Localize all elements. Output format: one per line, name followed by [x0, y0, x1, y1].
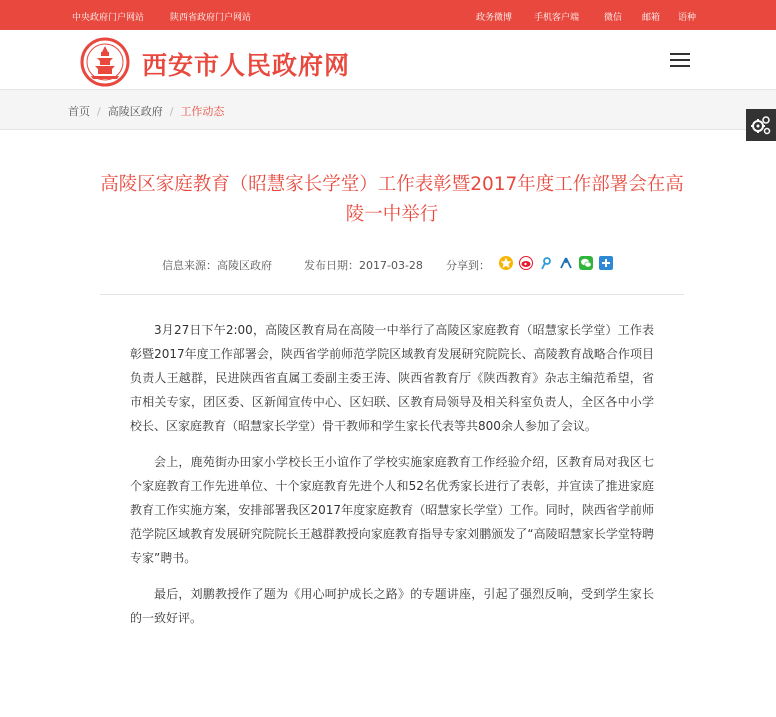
info-source: 信息来源：高陵区政府	[162, 259, 272, 272]
site-header	[0, 30, 776, 90]
more-share-icon[interactable]	[599, 256, 613, 270]
breadcrumb-level1[interactable]: 高陵区政府	[107, 105, 163, 118]
article-paragraph: 3月27日下午2:00，高陵区教育局在高陵一中举行了高陵区家庭教育（昭慧家长学堂）工作表彰暨2017年度工作部署会，陕西省学前师范学院区域教育发展研究院院长、高陵教育战略合作项目负责人王越群，民进陕西省直属工委副主委王涛、陕西省教育厅《陕西教育》杂志主编范希望，省市相关专家，团区委、区新闻宣传中心、区妇联、区教育局领导及相关科室负责人，全区各中小学校长、区家庭教育（昭慧家长学堂）骨干教师和学生家长代表等共800余人参加了会议。	[130, 323, 654, 433]
tencent-weibo-icon[interactable]	[539, 256, 553, 270]
article-paragraph: 最后，刘鹏教授作了题为《用心呵护成长之路》的专题讲座，引起了强烈反响，受到学生家长的一致好评。	[130, 587, 654, 625]
wechat-icon[interactable]	[579, 256, 593, 270]
publish-date: 发布日期：2017-03-28	[304, 259, 423, 272]
breadcrumb-bar	[0, 90, 776, 130]
weibo-link[interactable]: 政务微博	[476, 13, 513, 23]
language-link[interactable]: 语种	[678, 13, 697, 23]
shaanxi-gov-link[interactable]: 陕西省政府门户网站	[170, 13, 252, 23]
mobile-app-link[interactable]: 手机客户端	[534, 13, 580, 23]
breadcrumb	[68, 103, 224, 119]
top-left-links	[72, 10, 251, 23]
side-tool-button[interactable]	[746, 109, 776, 141]
weibo-icon[interactable]	[519, 256, 533, 270]
article-paragraph: 会上，鹿苑街办田家小学校长王小谊作了学校实施家庭教育工作经验介绍，区教育局对我区七个家庭教育工作先进单位、十个家庭教育先进个人和52名优秀家长进行了表彰，并宣读了推进家庭教育工作实施方案，安排部署我区2017年度家庭教育（昭慧家长学堂）工作。同时，陕西省学前师范学院区域教育发展研究院院长王越群教授向家庭教育指导专家刘鹏颁发了“高陵昭慧家长学堂特聘专家”聘书。	[130, 455, 654, 565]
mailbox-link[interactable]: 邮箱	[642, 13, 661, 23]
share-label: 分享到：	[446, 259, 490, 272]
qzone-icon[interactable]	[499, 256, 513, 270]
breadcrumb-separator: /	[169, 105, 174, 118]
renren-icon[interactable]	[559, 256, 573, 270]
breadcrumb-current[interactable]: 工作动态	[180, 105, 225, 118]
gears-icon	[746, 109, 776, 141]
central-gov-link[interactable]: 中央政府门户网站	[72, 13, 145, 23]
tower-emblem-icon[interactable]	[80, 37, 130, 87]
top-right-links	[476, 10, 776, 22]
site-name[interactable]: 西安市人民政府网	[142, 51, 351, 80]
article-body	[130, 318, 654, 642]
title-divider	[100, 294, 684, 295]
wechat-link[interactable]: 微信	[604, 13, 623, 23]
hamburger-menu-icon[interactable]	[670, 53, 692, 69]
breadcrumb-separator: /	[97, 105, 101, 118]
breadcrumb-home[interactable]: 首页	[68, 105, 90, 118]
article-title: 高陵区家庭教育（昭慧家长学堂）工作表彰暨2017年度工作部署会在高陵一中举行	[100, 174, 684, 225]
top-bar	[0, 0, 776, 30]
